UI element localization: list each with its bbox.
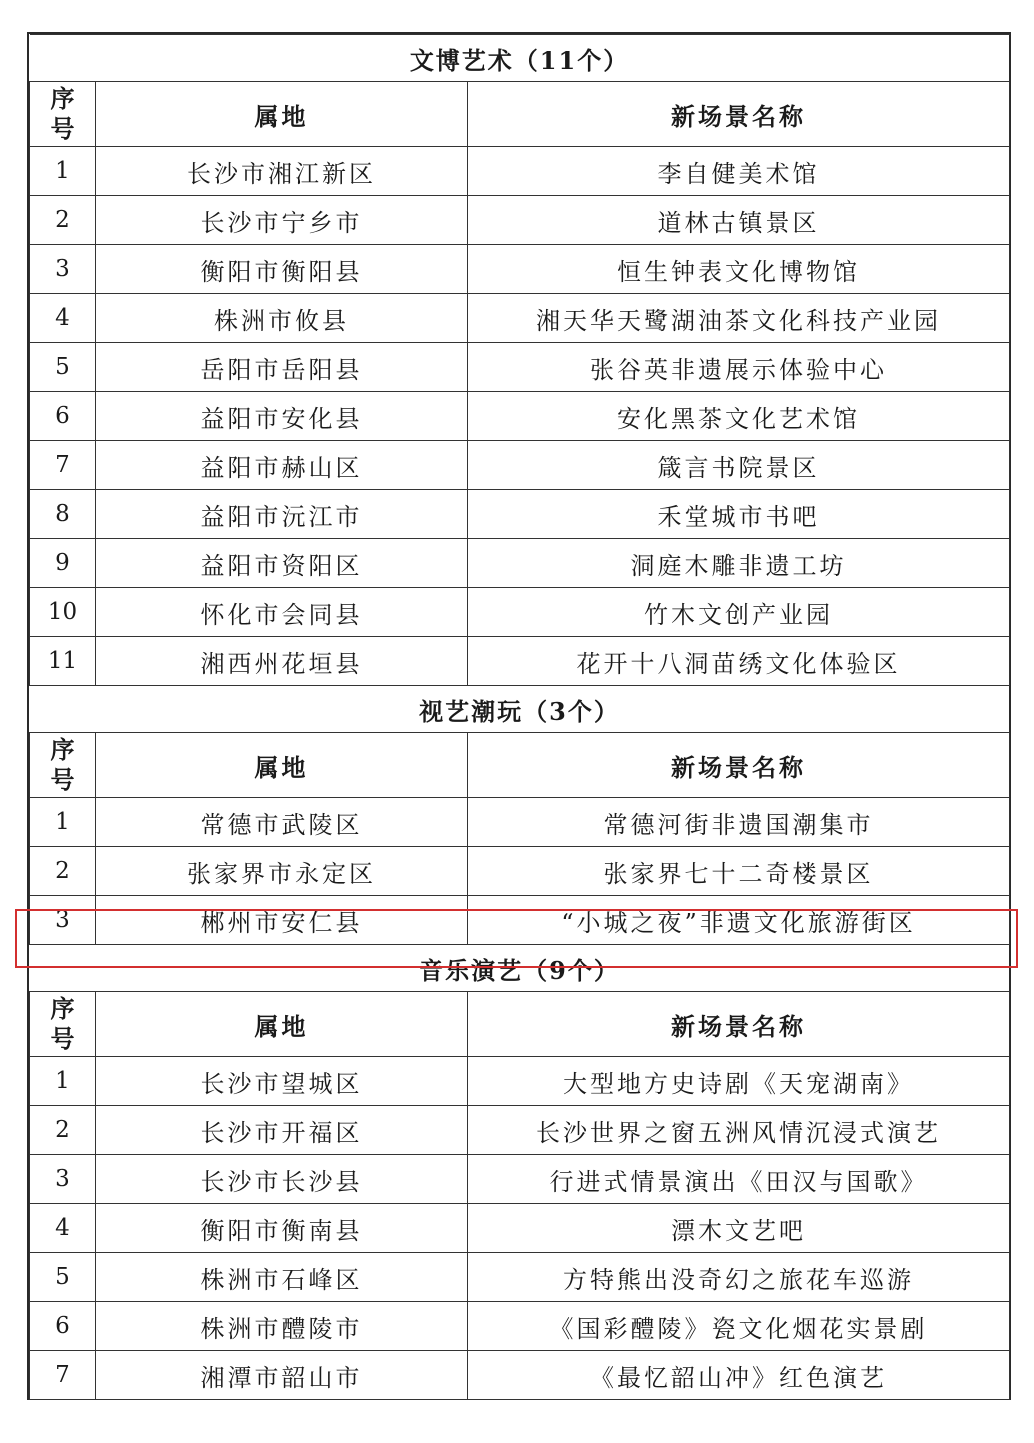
table-row [30, 1057, 1010, 1106]
table-row [30, 245, 1010, 294]
row-scene-name: 行进式情景演出《田汉与国歌》 [468, 1155, 1010, 1204]
table-row [30, 798, 1010, 847]
row-scene-name: 长沙世界之窗五洲风情沉浸式演艺 [468, 1106, 1010, 1155]
scene-list-document [27, 32, 1011, 1400]
header-seq [30, 82, 96, 147]
table-row [30, 1155, 1010, 1204]
row-region: 常德市武陵区 [96, 798, 468, 847]
section-title: 文博艺术（11个） [30, 35, 1010, 82]
header-region: 属地 [96, 733, 468, 798]
row-seq: 7 [30, 441, 96, 490]
table-row [30, 637, 1010, 686]
row-scene-name: 禾堂城市书吧 [468, 490, 1010, 539]
row-seq: 7 [30, 1351, 96, 1400]
row-region: 益阳市资阳区 [96, 539, 468, 588]
row-region: 长沙市长沙县 [96, 1155, 468, 1204]
row-seq: 9 [30, 539, 96, 588]
table-row [30, 539, 1010, 588]
table-header-row [30, 82, 1010, 147]
table-row [30, 1204, 1010, 1253]
row-scene-name: 花开十八洞苗绣文化体验区 [468, 637, 1010, 686]
header-region: 属地 [96, 82, 468, 147]
row-scene-name: 李自健美术馆 [468, 147, 1010, 196]
row-region: 湘西州花垣县 [96, 637, 468, 686]
row-scene-name: 安化黑茶文化艺术馆 [468, 392, 1010, 441]
row-scene-name: 大型地方史诗剧《天宠湖南》 [468, 1057, 1010, 1106]
row-region: 株洲市攸县 [96, 294, 468, 343]
header-scene-name: 新场景名称 [468, 733, 1010, 798]
row-scene-name: 《国彩醴陵》瓷文化烟花实景剧 [468, 1302, 1010, 1351]
table-header-row [30, 992, 1010, 1057]
row-seq: 6 [30, 1302, 96, 1351]
row-region: 长沙市开福区 [96, 1106, 468, 1155]
row-region: 郴州市安仁县 [96, 896, 468, 945]
row-scene-name: “小城之夜”非遗文化旅游街区 [468, 896, 1010, 945]
header-seq-top: 序 [50, 735, 75, 764]
row-region: 长沙市宁乡市 [96, 196, 468, 245]
table-row [30, 343, 1010, 392]
table-row [30, 588, 1010, 637]
table-row [30, 147, 1010, 196]
section-title-row [30, 686, 1010, 733]
row-seq: 5 [30, 1253, 96, 1302]
scene-table-body [30, 35, 1010, 1400]
row-scene-name: 湘天华天鹭湖油茶文化科技产业园 [468, 294, 1010, 343]
table-row [30, 896, 1010, 945]
header-seq-label [51, 735, 75, 795]
row-region: 衡阳市衡阳县 [96, 245, 468, 294]
header-scene-name: 新场景名称 [468, 992, 1010, 1057]
row-region: 怀化市会同县 [96, 588, 468, 637]
row-seq: 4 [30, 1204, 96, 1253]
row-seq: 4 [30, 294, 96, 343]
table-row [30, 196, 1010, 245]
table-row [30, 847, 1010, 896]
row-region: 湘潭市韶山市 [96, 1351, 468, 1400]
row-region: 岳阳市岳阳县 [96, 343, 468, 392]
header-seq-top: 序 [50, 994, 75, 1023]
row-scene-name: 道林古镇景区 [468, 196, 1010, 245]
row-seq: 10 [30, 588, 96, 637]
row-seq: 1 [30, 147, 96, 196]
row-region: 益阳市安化县 [96, 392, 468, 441]
row-region: 益阳市沅江市 [96, 490, 468, 539]
section-title: 视艺潮玩（3个） [30, 686, 1010, 733]
header-seq-label [51, 84, 75, 144]
table-row [30, 441, 1010, 490]
header-seq [30, 733, 96, 798]
row-seq: 8 [30, 490, 96, 539]
row-scene-name: 张谷英非遗展示体验中心 [468, 343, 1010, 392]
row-region: 长沙市湘江新区 [96, 147, 468, 196]
row-scene-name: 竹木文创产业园 [468, 588, 1010, 637]
row-region: 株洲市醴陵市 [96, 1302, 468, 1351]
table-row [30, 1302, 1010, 1351]
header-scene-name: 新场景名称 [468, 82, 1010, 147]
header-seq-top: 序 [50, 84, 75, 113]
row-region: 益阳市赫山区 [96, 441, 468, 490]
header-seq-bottom: 号 [50, 765, 75, 794]
row-scene-name: 张家界七十二奇楼景区 [468, 847, 1010, 896]
header-seq-bottom: 号 [50, 114, 75, 143]
table-row [30, 1253, 1010, 1302]
table-row [30, 294, 1010, 343]
row-scene-name: 箴言书院景区 [468, 441, 1010, 490]
row-scene-name: 漂木文艺吧 [468, 1204, 1010, 1253]
row-seq: 5 [30, 343, 96, 392]
row-scene-name: 常德河街非遗国潮集市 [468, 798, 1010, 847]
table-row [30, 1106, 1010, 1155]
section-title: 音乐演艺（9个） [30, 945, 1010, 992]
table-row [30, 490, 1010, 539]
row-seq: 2 [30, 1106, 96, 1155]
table-row [30, 392, 1010, 441]
row-region: 长沙市望城区 [96, 1057, 468, 1106]
header-region: 属地 [96, 992, 468, 1057]
header-seq-label [51, 994, 75, 1054]
row-seq: 2 [30, 196, 96, 245]
row-seq: 1 [30, 1057, 96, 1106]
row-seq: 11 [30, 637, 96, 686]
row-scene-name: 洞庭木雕非遗工坊 [468, 539, 1010, 588]
row-scene-name: 方特熊出没奇幻之旅花车巡游 [468, 1253, 1010, 1302]
section-title-row [30, 945, 1010, 992]
row-region: 衡阳市衡南县 [96, 1204, 468, 1253]
row-seq: 3 [30, 896, 96, 945]
row-scene-name: 恒生钟表文化博物馆 [468, 245, 1010, 294]
header-seq [30, 992, 96, 1057]
row-scene-name: 《最忆韶山冲》红色演艺 [468, 1351, 1010, 1400]
row-region: 株洲市石峰区 [96, 1253, 468, 1302]
row-seq: 3 [30, 1155, 96, 1204]
row-seq: 2 [30, 847, 96, 896]
row-seq: 3 [30, 245, 96, 294]
table-row [30, 1351, 1010, 1400]
row-region: 张家界市永定区 [96, 847, 468, 896]
row-seq: 6 [30, 392, 96, 441]
table-header-row [30, 733, 1010, 798]
section-title-row [30, 35, 1010, 82]
row-seq: 1 [30, 798, 96, 847]
header-seq-bottom: 号 [50, 1024, 75, 1053]
scene-table [29, 34, 1010, 1400]
